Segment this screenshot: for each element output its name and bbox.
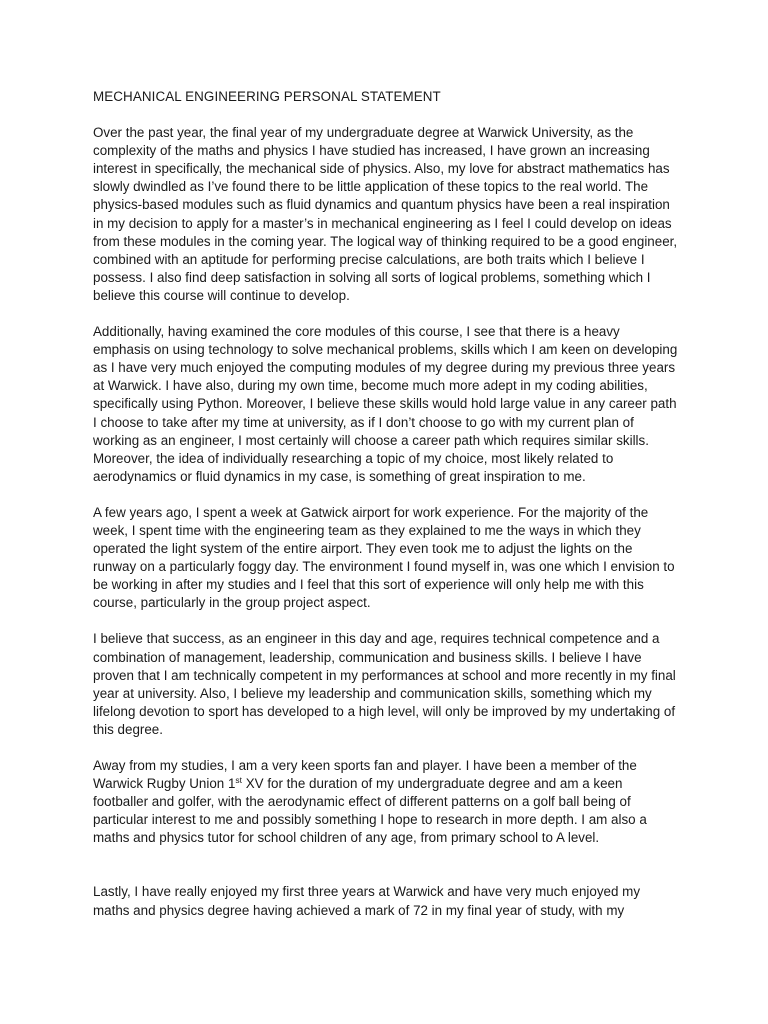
- ordinal-superscript: st: [235, 775, 243, 786]
- paragraph-work-experience: A few years ago, I spent a week at Gatwick airport for work experience. For the majority of the week, I spent time with the engineering team as they explained to me the ways in which they operated the light system of the entire airport. They even took me to adjust the lights on the runway on a particularly foggy day. The environment I found myself in, was one which I envision to be working in after my studies and I feel that this sort of experience will only help me with this course, particularly in the group project aspect.: [93, 504, 675, 611]
- document-body: [93, 88, 679, 938]
- paragraph-motivation: Over the past year, the final year of my undergraduate degree at Warwick University, as the complexity of the maths and physics I have studied has increased, I have grown an increasing interest in specifically, the mechanical side of physics. Also, my love for abstract mathematics has slowly dwindled as I’ve found there to be little application of these topics to the real world. The physics-based modules such as fluid dynamics and quantum physics have been a real inspiration in my decision to apply for a master’s in mechanical engineering as I feel I could develop on ideas from these modules in the coming year. The logical way of thinking required to be a good engineer, combined with an aptitude for performing precise calculations, are both traits which I believe I possess. I also find deep satisfaction in solving all sorts of logical problems, something which I believe this course will continue to develop.: [93, 125, 678, 303]
- paragraph-skills: I believe that success, as an engineer in this day and age, requires technical competence and a combination of management, leadership, communication and business skills. I believe I have proven that I am technically competent in my performances at school and more recently in my final year at university. Also, I believe my leadership and communication skills, something which my lifelong devotion to sport has developed to a high level, will only be improved by my undertaking of this degree.: [93, 631, 676, 737]
- paragraph-extracurricular-text-end: XV for the duration of my undergraduate degree and am a keen footballer and golfer, with the aerodynamic effect of different patterns on a golf ball being of particular interest to me and possibly something I hope to research in more depth. I am also a maths and physics tutor for school children of any age, from primary school to A level.: [93, 776, 647, 846]
- document-title: MECHANICAL ENGINEERING PERSONAL STATEMENT: [93, 89, 441, 104]
- paragraph-extracurricular: [93, 757, 679, 847]
- paragraph-extracurricular-text-start: Away from my studies, I am a very keen sports fan and player. I have been a member of the Warwick Rugby Union 1: [93, 758, 637, 792]
- paragraph-conclusion: Lastly, I have really enjoyed my first three years at Warwick and have very much enjoyed my maths and physics degree having achieved a mark of 72 in my final year of study, with my: [93, 884, 641, 918]
- paragraph-course-modules: Additionally, having examined the core modules of this course, I see that there is a heavy emphasis on using technology to solve mechanical problems, skills which I am keen on developing as I have very much enjoyed the computing modules of my degree during my previous three years at Warwick. I have also, during my own time, become much more adept in my coding abilities, specifically using Python. Moreover, I believe these skills would hold large value in any career path I choose to take after my time at university, as if I don’t choose to go with my current plan of working as an engineer, I most certainly will choose a career path which requires similar skills. Moreover, the idea of individually researching a topic of my choice, most likely related to aerodynamics or fluid dynamics in my case, is something of great inspiration to me.: [93, 324, 678, 484]
